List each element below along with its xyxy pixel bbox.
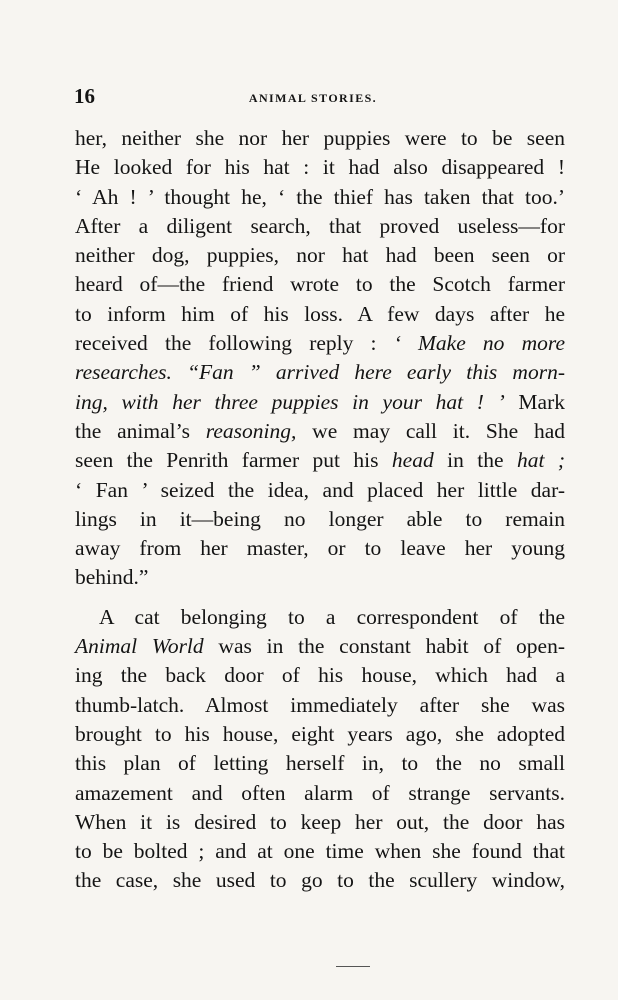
italic-run: head [391,448,434,473]
text-line: After a diligent search, that proved useless—for [75,213,565,238]
text-line: ‘ Ah ! ’ thought he, ‘ the thief has taken that too.’ [75,184,565,209]
body-text [75,124,565,896]
text-run: Mark [504,389,566,414]
text-run: the animal’s [75,418,206,443]
text-line: away from her master, or to leave her young [75,536,565,561]
text-run: was in the constant habit of open- [203,634,565,659]
text-line: When it is desired to keep her out, the door has [75,809,565,834]
paragraph-gap [75,593,565,603]
text-line: He looked for his hat : it had also disappeared ! [75,155,565,180]
text-line: to be bolted ; and at one time when she found that [75,839,565,864]
italic-run: ‘ Make no more [393,331,565,356]
italic-run: ing, with her three puppies in your hat ! ’ [75,389,505,414]
text-run: seen the Penrith farmer put his [75,448,392,473]
italic-run: researches. “Fan ” arrived here early this morn- [75,360,565,385]
running-title: ANIMAL STORIES. [248,91,378,105]
text-line [75,388,565,417]
italic-run: reasoning, [205,418,297,443]
text-line: behind.” [75,565,149,590]
text-line: lings in it—being no longer able to remain [75,506,565,531]
footer-rule [336,966,370,967]
text-line [75,632,565,661]
text-line: the case, she used to go to the scullery window, [75,868,565,893]
text-line: thumb-latch. Almost immediately after she was [75,692,565,717]
text-run: we may call it. She had [296,418,565,443]
text-line: neither dog, puppies, nor hat had been seen or [75,243,565,268]
text-line [75,446,565,475]
italic-run: hat ; [516,448,565,473]
text-line [75,417,565,446]
italic-run: Animal World [75,634,204,659]
text-line [75,329,565,358]
text-line [75,358,565,387]
text-line: ing the back door of his house, which had a [75,663,565,688]
text-run: received the following reply : [75,331,394,356]
running-head [74,84,540,114]
text-line: ‘ Fan ’ seized the idea, and placed her little dar- [75,477,565,502]
text-line: amazement and often alarm of strange servants. [75,780,565,805]
text-line: this plan of letting herself in, to the no small [75,751,565,776]
text-line: her, neither she nor her puppies were to be seen [75,126,565,150]
text-line: A cat belonging to a correspondent of the [99,604,565,629]
text-run: in the [433,448,517,473]
text-line: to inform him of his loss. A few days after he [75,301,565,326]
text-line: heard of—the friend wrote to the Scotch farmer [75,272,565,297]
text-line: brought to his house, eight years ago, she adopted [75,721,565,746]
page-number: 16 [74,84,95,108]
